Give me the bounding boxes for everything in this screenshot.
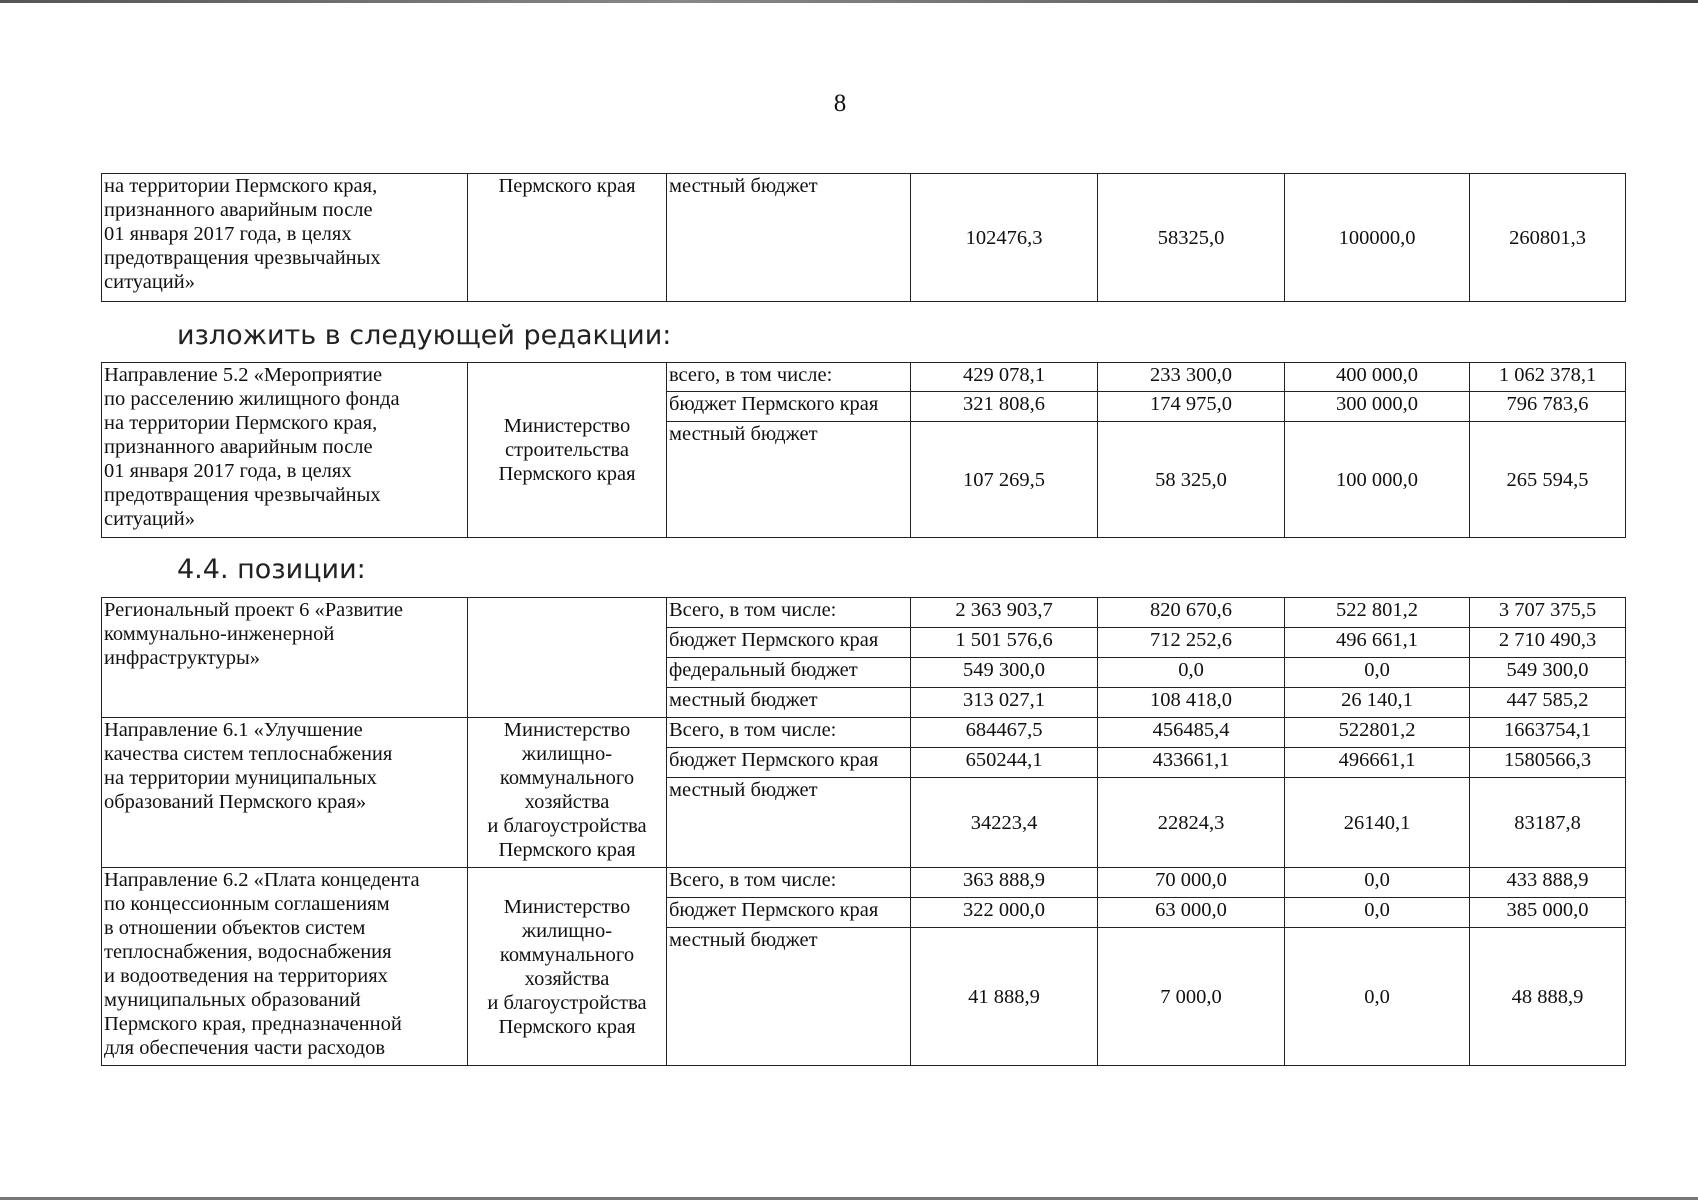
table-new-version <box>101 362 1626 538</box>
funding-source-cell: всего, в том числе: <box>667 363 911 392</box>
funding-source-cell: бюджет Пермского края <box>667 392 911 422</box>
table-row <box>102 174 1626 302</box>
executor-cell: Министерство строительства Пермского края <box>468 363 667 538</box>
direction-name-cell: Направление 6.1 «Улучшение качества систем теплоснабжения на территории муниципальных образований Пермского края» <box>102 718 468 868</box>
value-cell: 2 363 903,7 <box>911 598 1098 628</box>
value-cell: 684467,5 <box>911 718 1098 748</box>
direction-name-cell: на территории Пермского края, признанного аварийным после 01 января 2017 года, в целях предотвращения чрезвычайных ситуаций» <box>102 174 468 302</box>
value-cell: 549 300,0 <box>1470 658 1626 688</box>
value-cell: 58 325,0 <box>1098 422 1285 538</box>
executor-cell: Пермского края <box>468 174 667 302</box>
value-cell: 260801,3 <box>1470 174 1626 302</box>
table-row <box>102 868 1626 898</box>
value-cell: 433661,1 <box>1098 748 1285 778</box>
value-cell: 322 000,0 <box>911 898 1098 928</box>
value-cell: 0,0 <box>1285 928 1470 1066</box>
direction-name-cell: Направление 5.2 «Мероприятие по расселению жилищного фонда на территории Пермского края, признанного аварийным после 01 января 2017 года, в целях предотвращения чрезвычайных ситуаций» <box>102 363 468 538</box>
value-cell: 63 000,0 <box>1098 898 1285 928</box>
value-cell: 796 783,6 <box>1470 392 1626 422</box>
direction-name-cell: Направление 6.2 «Плата концедента по концессионным соглашениям в отношении объектов систем теплоснабжения, водоснабжения и водоотведения на территориях муниципальных образований Пермского края, предназначенной для обеспечения части расходов <box>102 868 468 1066</box>
table-row <box>102 363 1626 392</box>
funding-source-cell: местный бюджет <box>667 928 911 1066</box>
table-row <box>102 718 1626 748</box>
value-cell: 400 000,0 <box>1285 363 1470 392</box>
value-cell: 321 808,6 <box>911 392 1098 422</box>
value-cell: 496 661,1 <box>1285 628 1470 658</box>
value-cell: 34223,4 <box>911 778 1098 868</box>
funding-source-cell: местный бюджет <box>667 778 911 868</box>
value-cell: 447 585,2 <box>1470 688 1626 718</box>
funding-source-cell: Всего, в том числе: <box>667 598 911 628</box>
table-previous-version <box>101 173 1626 302</box>
scan-edge-top <box>0 0 1698 3</box>
value-cell: 265 594,5 <box>1470 422 1626 538</box>
value-cell: 83187,8 <box>1470 778 1626 868</box>
funding-source-cell: бюджет Пермского края <box>667 628 911 658</box>
value-cell: 522 801,2 <box>1285 598 1470 628</box>
section-heading: 4.4. позиции: <box>177 554 366 585</box>
value-cell: 363 888,9 <box>911 868 1098 898</box>
value-cell: 522801,2 <box>1285 718 1470 748</box>
value-cell: 22824,3 <box>1098 778 1285 868</box>
value-cell: 650244,1 <box>911 748 1098 778</box>
project-name-cell: Региональный проект 6 «Развитие коммунально-инженерной инфраструктуры» <box>102 598 468 718</box>
value-cell: 58325,0 <box>1098 174 1285 302</box>
value-cell: 0,0 <box>1285 658 1470 688</box>
executor-cell: Министерство жилищно- коммунального хозяйства и благоустройства Пермского края <box>468 868 667 1066</box>
value-cell: 108 418,0 <box>1098 688 1285 718</box>
value-cell: 3 707 375,5 <box>1470 598 1626 628</box>
value-cell: 26140,1 <box>1285 778 1470 868</box>
executor-cell: Министерство жилищно- коммунального хозяйства и благоустройства Пермского края <box>468 718 667 868</box>
value-cell: 102476,3 <box>911 174 1098 302</box>
value-cell: 429 078,1 <box>911 363 1098 392</box>
funding-source-cell: местный бюджет <box>667 688 911 718</box>
page-number: 8 <box>833 90 847 117</box>
value-cell: 70 000,0 <box>1098 868 1285 898</box>
funding-source-cell: местный бюджет <box>667 174 911 302</box>
value-cell: 385 000,0 <box>1470 898 1626 928</box>
value-cell: 48 888,9 <box>1470 928 1626 1066</box>
executor-cell <box>468 598 667 718</box>
funding-source-cell: федеральный бюджет <box>667 658 911 688</box>
value-cell: 174 975,0 <box>1098 392 1285 422</box>
funding-source-cell: Всего, в том числе: <box>667 718 911 748</box>
value-cell: 41 888,9 <box>911 928 1098 1066</box>
funding-source-cell: бюджет Пермского края <box>667 748 911 778</box>
value-cell: 712 252,6 <box>1098 628 1285 658</box>
value-cell: 300 000,0 <box>1285 392 1470 422</box>
funding-source-cell: Всего, в том числе: <box>667 868 911 898</box>
value-cell: 433 888,9 <box>1470 868 1626 898</box>
table-row <box>102 598 1626 628</box>
value-cell: 820 670,6 <box>1098 598 1285 628</box>
value-cell: 100 000,0 <box>1285 422 1470 538</box>
value-cell: 1580566,3 <box>1470 748 1626 778</box>
value-cell: 456485,4 <box>1098 718 1285 748</box>
value-cell: 2 710 490,3 <box>1470 628 1626 658</box>
funding-source-cell: местный бюджет <box>667 422 911 538</box>
funding-source-cell: бюджет Пермского края <box>667 898 911 928</box>
value-cell: 233 300,0 <box>1098 363 1285 392</box>
value-cell: 7 000,0 <box>1098 928 1285 1066</box>
value-cell: 0,0 <box>1098 658 1285 688</box>
value-cell: 107 269,5 <box>911 422 1098 538</box>
value-cell: 549 300,0 <box>911 658 1098 688</box>
value-cell: 313 027,1 <box>911 688 1098 718</box>
value-cell: 0,0 <box>1285 898 1470 928</box>
table-positions <box>101 597 1626 1066</box>
section-heading: изложить в следующей редакции: <box>177 320 672 351</box>
value-cell: 1 501 576,6 <box>911 628 1098 658</box>
value-cell: 26 140,1 <box>1285 688 1470 718</box>
value-cell: 496661,1 <box>1285 748 1470 778</box>
value-cell: 100000,0 <box>1285 174 1470 302</box>
value-cell: 1 062 378,1 <box>1470 363 1626 392</box>
value-cell: 1663754,1 <box>1470 718 1626 748</box>
value-cell: 0,0 <box>1285 868 1470 898</box>
